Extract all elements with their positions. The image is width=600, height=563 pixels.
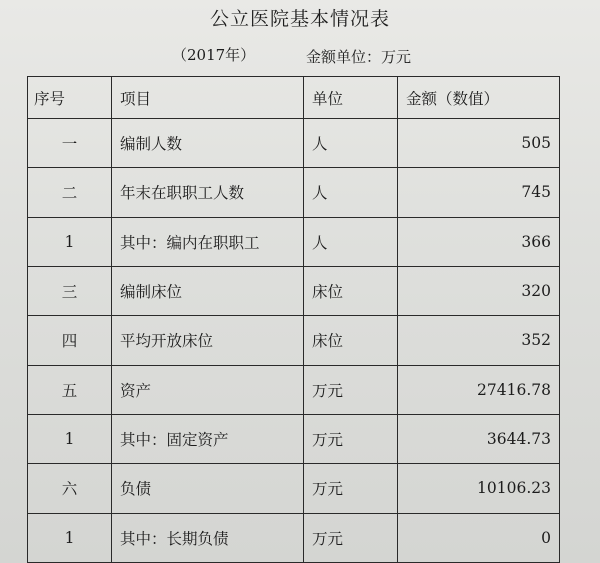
table-row bbox=[28, 464, 560, 513]
row-index-cell: 六 bbox=[28, 464, 112, 513]
table-row bbox=[28, 414, 560, 463]
row-index-cell: 1 bbox=[28, 217, 112, 266]
table-row bbox=[28, 266, 560, 315]
row-item-cell: 负债 bbox=[112, 464, 304, 513]
row-unit-cell: 床位 bbox=[304, 266, 398, 315]
row-item-cell: 年末在职职工人数 bbox=[112, 168, 304, 217]
table-header-row bbox=[28, 77, 560, 119]
row-amount-cell: 27416.78 bbox=[398, 365, 560, 414]
row-unit-cell: 人 bbox=[304, 217, 398, 266]
hospital-info-table bbox=[27, 76, 560, 563]
document-title: 公立医院基本情况表 bbox=[209, 8, 390, 30]
row-index-cell: 1 bbox=[28, 414, 112, 463]
row-amount-cell: 0 bbox=[398, 513, 560, 562]
row-item-cell: 编制人数 bbox=[112, 119, 304, 168]
header-index: 序号 bbox=[28, 77, 112, 119]
row-item-cell: 其中：长期负债 bbox=[112, 513, 304, 562]
row-item-cell: 编制床位 bbox=[112, 266, 304, 315]
row-unit-cell: 万元 bbox=[304, 464, 398, 513]
row-unit-cell: 人 bbox=[304, 168, 398, 217]
table-row bbox=[28, 168, 560, 217]
row-amount-cell: 320 bbox=[398, 266, 560, 315]
row-amount-cell: 3644.73 bbox=[398, 414, 560, 463]
row-unit-cell: 人 bbox=[304, 119, 398, 168]
table-body bbox=[28, 119, 560, 563]
row-unit-cell: 万元 bbox=[304, 414, 398, 463]
row-amount-cell: 10106.23 bbox=[398, 464, 560, 513]
row-index-cell: 一 bbox=[28, 119, 112, 168]
row-index-cell: 三 bbox=[28, 266, 112, 315]
row-item-cell: 平均开放床位 bbox=[112, 316, 304, 365]
amount-unit-note: 金额单位：万元 bbox=[306, 48, 412, 66]
row-index-cell: 二 bbox=[28, 168, 112, 217]
header-amount: 金额（数值） bbox=[398, 77, 560, 119]
table-row bbox=[28, 513, 560, 562]
row-amount-cell: 505 bbox=[398, 119, 560, 168]
row-unit-cell: 万元 bbox=[304, 513, 398, 562]
row-item-cell: 其中：编内在职职工 bbox=[112, 217, 304, 266]
table-row bbox=[28, 119, 560, 168]
row-amount-cell: 745 bbox=[398, 168, 560, 217]
row-item-cell: 其中：固定资产 bbox=[112, 414, 304, 463]
table-row bbox=[28, 365, 560, 414]
row-amount-cell: 352 bbox=[398, 316, 560, 365]
row-item-cell: 资产 bbox=[112, 365, 304, 414]
row-unit-cell: 万元 bbox=[304, 365, 398, 414]
header-unit: 单位 bbox=[304, 77, 398, 119]
row-index-cell: 1 bbox=[28, 513, 112, 562]
year-label: （2017年） bbox=[172, 46, 256, 64]
row-unit-cell: 床位 bbox=[304, 316, 398, 365]
row-index-cell: 五 bbox=[28, 365, 112, 414]
table-row bbox=[28, 217, 560, 266]
table-row bbox=[28, 316, 560, 365]
row-index-cell: 四 bbox=[28, 316, 112, 365]
header-item: 项目 bbox=[112, 77, 304, 119]
row-amount-cell: 366 bbox=[398, 217, 560, 266]
